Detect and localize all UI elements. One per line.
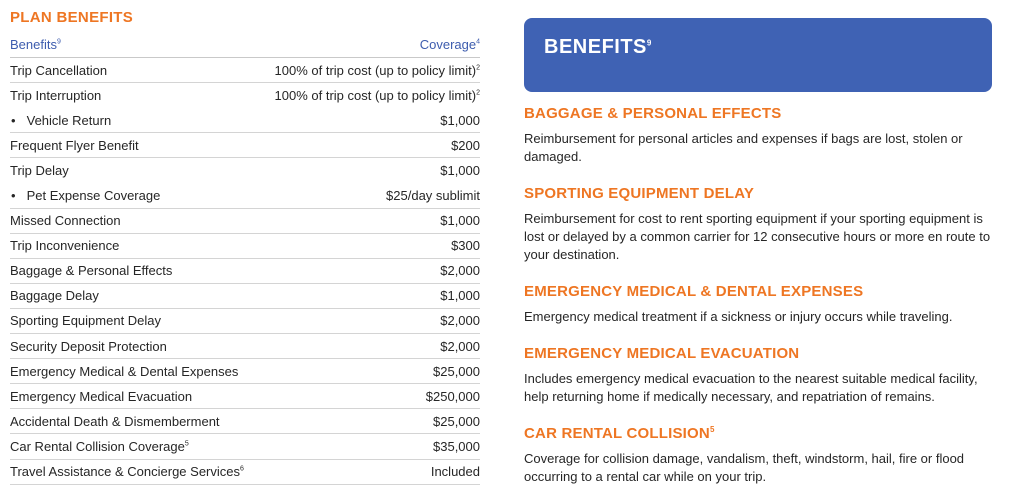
benefit-heading: CAR RENTAL COLLISION$^5$ bbox=[524, 425, 715, 442]
benefits-column-header: Benefits$^9$ bbox=[10, 37, 61, 52]
benefit-name: Accidental Death & Dismemberment bbox=[10, 413, 220, 429]
table-row bbox=[10, 133, 480, 158]
table-row bbox=[10, 284, 480, 309]
benefit-name: Trip Interruption bbox=[10, 88, 102, 104]
coverage-value: $1,000 bbox=[440, 288, 480, 304]
benefit-heading: BAGGAGE & PERSONAL EFFECTS bbox=[524, 105, 782, 122]
benefits-table-header bbox=[10, 32, 480, 58]
benefits-table bbox=[10, 32, 480, 485]
table-row bbox=[10, 58, 480, 83]
benefit-name: Trip Inconvenience bbox=[10, 238, 120, 254]
benefit-name: Baggage Delay bbox=[10, 288, 99, 304]
bullet-icon: • bbox=[11, 188, 16, 204]
table-row bbox=[10, 83, 480, 108]
plan-benefits-panel bbox=[10, 0, 480, 485]
benefit-name: Trip Delay bbox=[10, 163, 69, 179]
coverage-value: $2,000 bbox=[440, 313, 480, 329]
table-row bbox=[10, 359, 480, 384]
benefits-table-body bbox=[10, 58, 480, 485]
table-row bbox=[10, 334, 480, 359]
benefit-text: Reimbursement for personal articles and expenses if bags are lost, stolen or damaged. bbox=[524, 131, 963, 164]
bullet-icon: • bbox=[11, 112, 16, 128]
coverage-value: 100% of trip cost (up to policy limit)$^2$ bbox=[274, 88, 480, 104]
benefit-description bbox=[524, 104, 994, 166]
benefit-name: Baggage & Personal Effects bbox=[10, 263, 173, 279]
benefit-heading: EMERGENCY MEDICAL EVACUATION bbox=[524, 345, 800, 362]
benefit-description bbox=[524, 424, 994, 486]
coverage-value: $1,000 bbox=[440, 112, 480, 128]
table-row bbox=[10, 309, 480, 334]
benefit-name: Emergency Medical & Dental Expenses bbox=[10, 363, 239, 379]
coverage-column-header: Coverage$^4$ bbox=[419, 37, 480, 52]
coverage-value: $35,000 bbox=[433, 438, 480, 454]
benefit-text: Emergency medical treatment if a sickness or injury occurs while traveling. bbox=[524, 309, 953, 324]
benefit-name: • Vehicle Return bbox=[11, 112, 112, 128]
benefit-heading: EMERGENCY MEDICAL & DENTAL EXPENSES bbox=[524, 283, 864, 300]
benefit-descriptions bbox=[524, 104, 994, 504]
benefit-description bbox=[524, 282, 994, 326]
benefit-name: Security Deposit Protection bbox=[10, 338, 167, 354]
benefit-description bbox=[524, 184, 994, 264]
benefit-name: Emergency Medical Evacuation bbox=[10, 388, 193, 404]
table-row bbox=[10, 460, 480, 485]
coverage-value: $200 bbox=[451, 137, 480, 153]
benefit-name: Car Rental Collision Coverage$^5$ bbox=[10, 438, 189, 454]
benefit-name: Travel Assistance & Concierge Services$^6$ bbox=[10, 464, 244, 480]
table-row bbox=[10, 183, 480, 208]
coverage-value: $25/day sublimit bbox=[386, 188, 480, 204]
benefit-description bbox=[524, 344, 994, 406]
benefit-text: Reimbursement for cost to rent sporting equipment if your sporting equipment is lost or delayed by a common carrier for 12 consecutive hours or more en route to your destination. bbox=[524, 211, 991, 262]
benefit-text: Coverage for collision damage, vandalism, theft, windstorm, hail, fire or flood occurring to a rental car while on your trip. bbox=[524, 451, 965, 484]
table-row bbox=[10, 209, 480, 234]
table-row bbox=[10, 259, 480, 284]
coverage-value: $300 bbox=[451, 238, 480, 254]
table-row bbox=[10, 108, 480, 133]
coverage-value: $1,000 bbox=[440, 163, 480, 179]
benefit-text: Includes emergency medical evacuation to the nearest suitable medical facility, help returning home if medically necessary, and repatriation of remains. bbox=[524, 371, 978, 404]
benefit-name: Missed Connection bbox=[10, 213, 121, 229]
coverage-value: $1,000 bbox=[440, 213, 480, 229]
benefit-name: Frequent Flyer Benefit bbox=[10, 137, 139, 153]
table-row bbox=[10, 158, 480, 183]
benefit-name: • Pet Expense Coverage bbox=[11, 188, 161, 204]
table-row bbox=[10, 434, 480, 459]
coverage-value: 100% of trip cost (up to policy limit)$^2$ bbox=[274, 62, 480, 78]
coverage-value: $2,000 bbox=[440, 338, 480, 354]
benefit-name: Sporting Equipment Delay bbox=[10, 313, 162, 329]
coverage-value: $250,000 bbox=[425, 388, 480, 404]
table-row bbox=[10, 234, 480, 259]
benefits-banner-title: BENEFITS$^9$ bbox=[544, 36, 652, 58]
table-row bbox=[10, 409, 480, 434]
benefit-heading: SPORTING EQUIPMENT DELAY bbox=[524, 185, 755, 202]
coverage-value: $25,000 bbox=[433, 363, 480, 379]
coverage-value: Included bbox=[430, 464, 480, 480]
plan-benefits-title: PLAN BENEFITS bbox=[10, 9, 134, 26]
coverage-value: $2,000 bbox=[440, 263, 480, 279]
benefit-name: Trip Cancellation bbox=[10, 62, 108, 78]
table-row bbox=[10, 384, 480, 409]
coverage-value: $25,000 bbox=[433, 413, 480, 429]
